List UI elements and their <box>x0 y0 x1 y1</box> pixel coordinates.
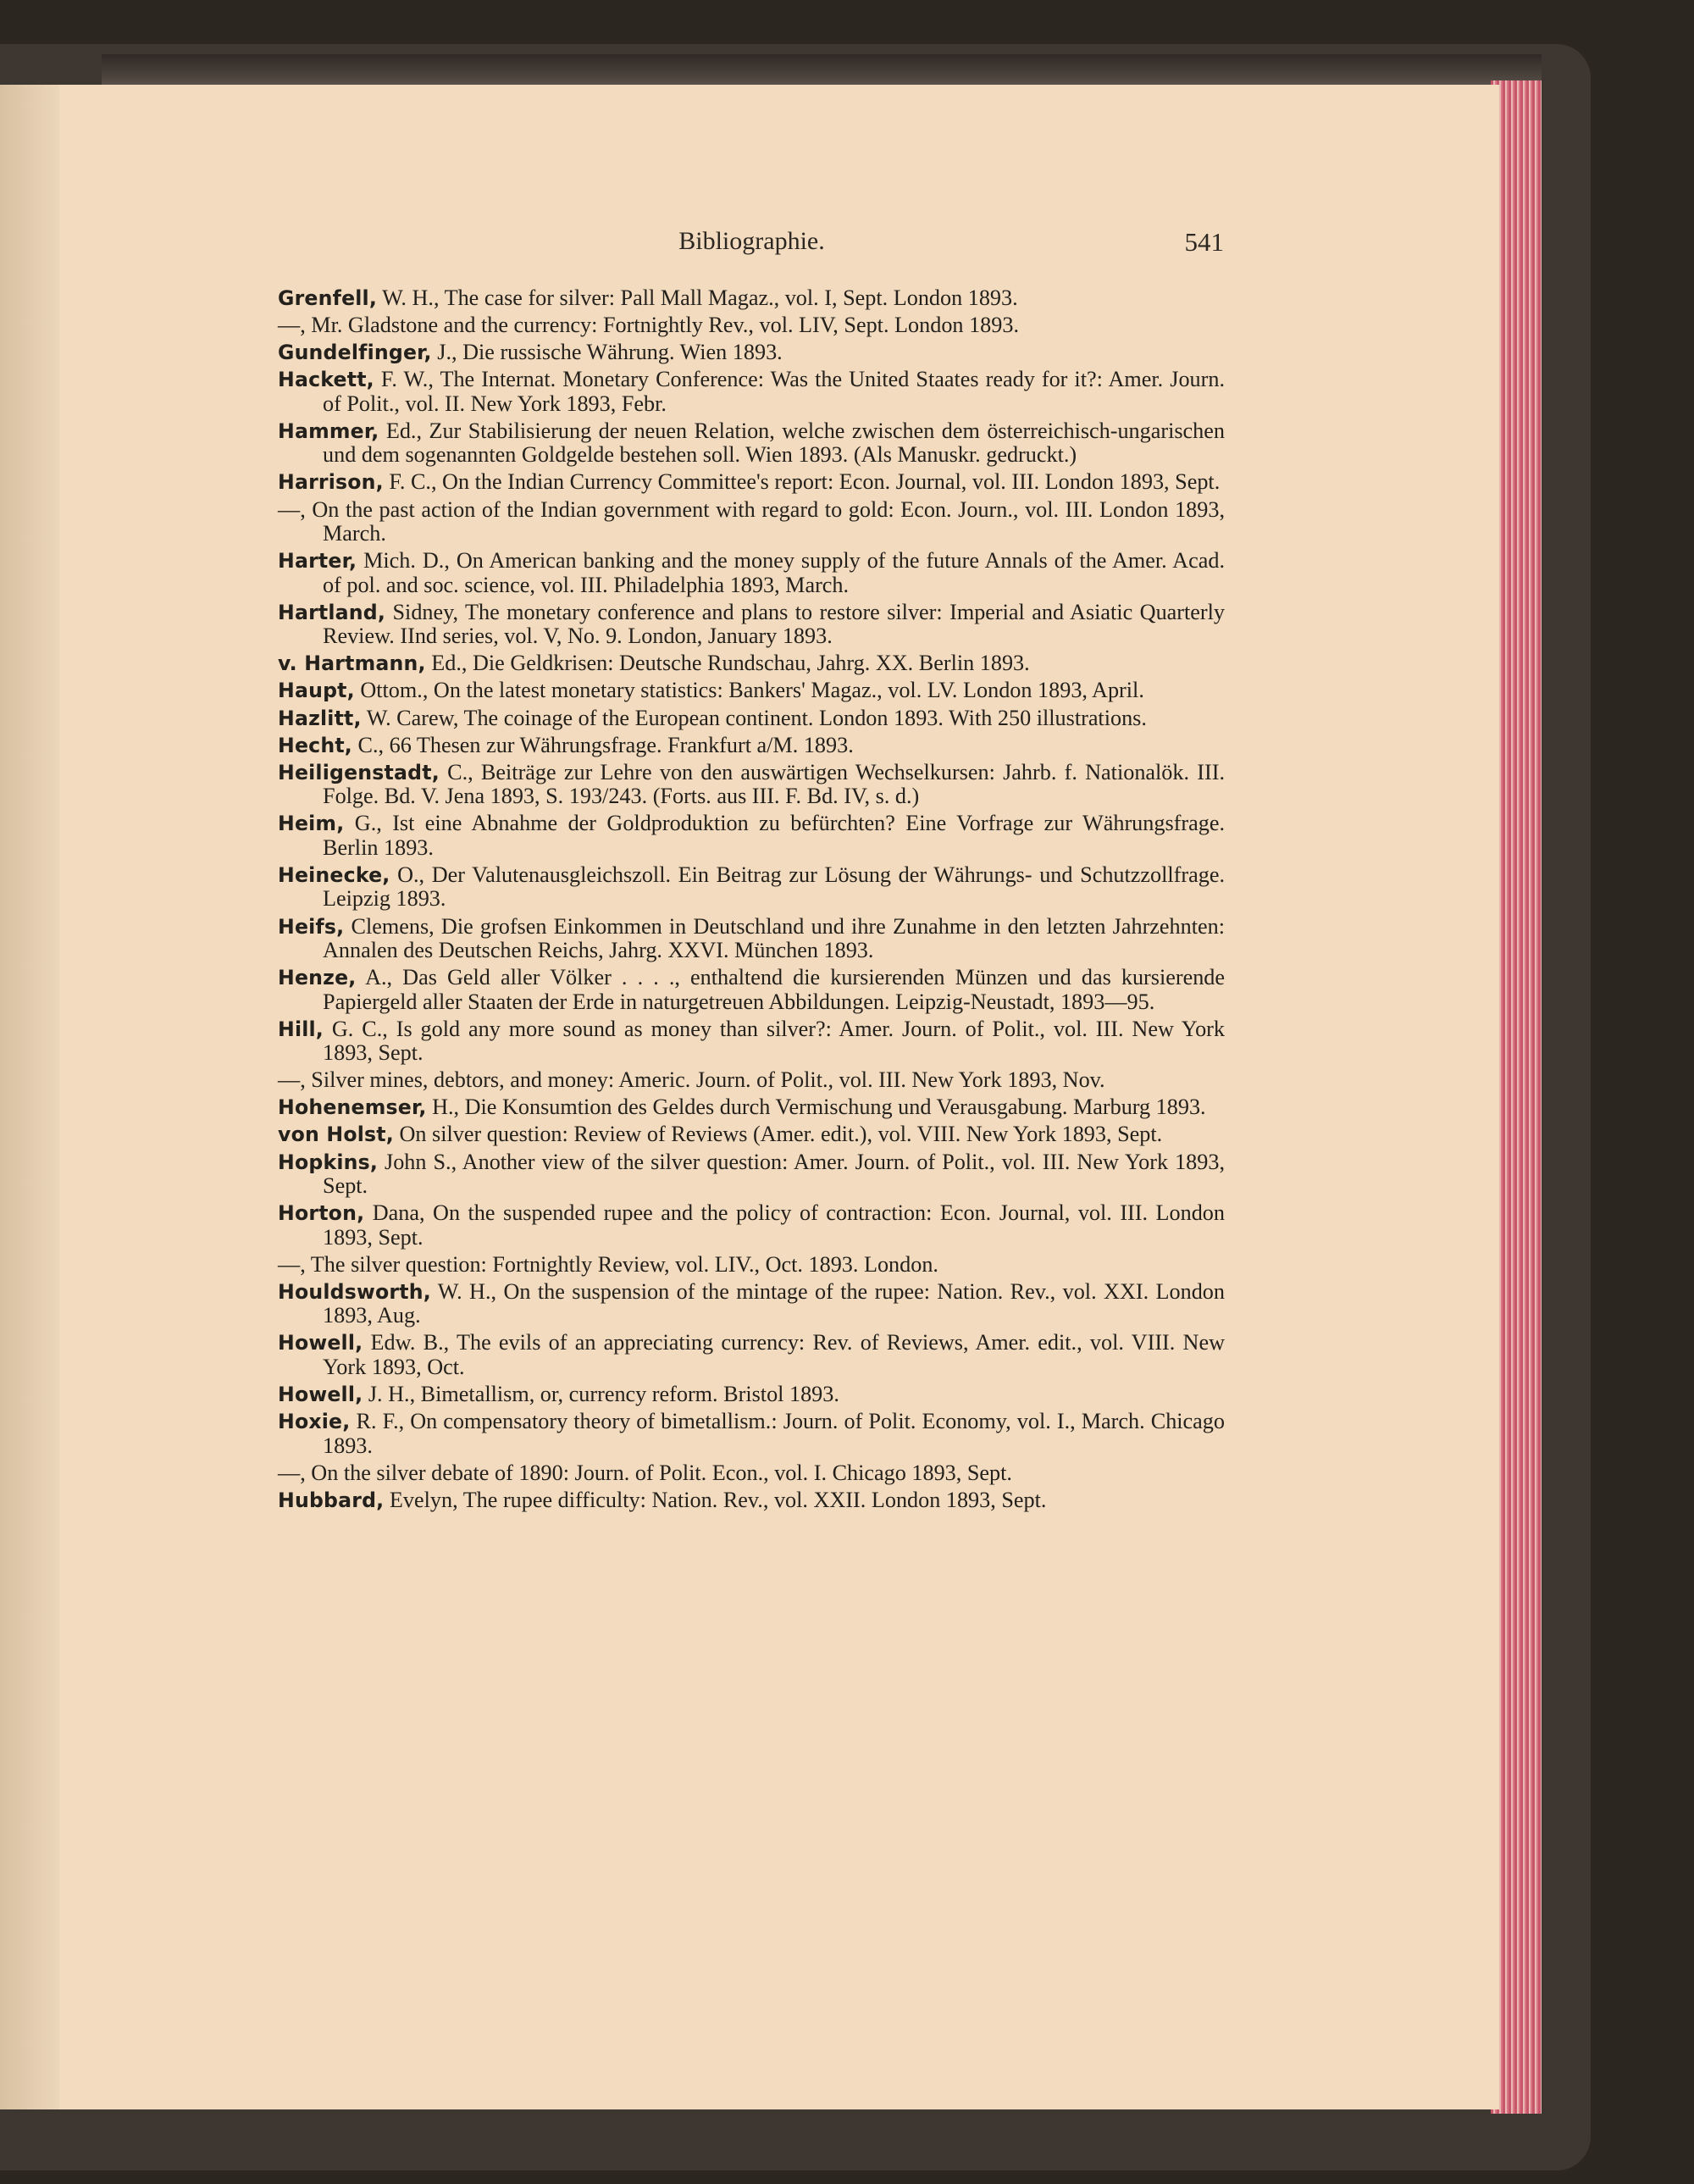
entry-author: Heinecke, <box>278 862 390 887</box>
entry-author: v. Hartmann, <box>278 651 426 676</box>
entry-text: John S., Another view of the silver question: Amer. Journ. of Polit., vol. III. New York 1893, Sept. <box>323 1149 1225 1199</box>
entry-author: Haupt, <box>278 679 355 703</box>
entry-author: Heifs, <box>278 914 345 939</box>
entry-text: —, Mr. Gladstone and the currency: Fortnightly Rev., vol. LIV, Sept. London 1893. <box>278 313 1019 338</box>
bibliography-entry <box>278 313 1225 338</box>
bibliography-entry <box>278 1383 1225 1407</box>
entry-author: von Holst, <box>278 1122 394 1147</box>
entry-author: Heim, <box>278 812 345 836</box>
bibliography-entry <box>278 915 1225 963</box>
entry-author: Harter, <box>278 549 357 574</box>
entry-text: O., Der Valutenausgleichszoll. Ein Beitrag zur Lösung der Währungs- und Schutzzollfrage. Leipzig 1893. <box>323 862 1225 912</box>
entry-author: Hackett, <box>278 368 374 392</box>
entry-text: Ottom., On the latest monetary statistics: Bankers' Magaz., vol. LV. London 1893, April. <box>354 678 1144 703</box>
bibliography-entry <box>278 601 1225 649</box>
bibliography-entry <box>278 1095 1225 1120</box>
bibliography-entry <box>278 1201 1225 1250</box>
entry-author: Hartland, <box>278 600 386 624</box>
bibliography-entry <box>278 498 1225 546</box>
running-title: Bibliographie. <box>678 227 825 255</box>
entry-text: W. Carew, The coinage of the European continent. London 1893. With 250 illustrations. <box>361 705 1147 730</box>
entry-author: Howell, <box>278 1383 363 1407</box>
bibliography-entry <box>278 419 1225 468</box>
entry-text: G., Ist eine Abnahme der Goldproduktion zu befürchten? Eine Vorfrage zur Währungsfrage. Berlin 1893. <box>323 811 1225 860</box>
entry-text: —, On the silver debate of 1890: Journ. of Polit. Econ., vol. I. Chicago 1893, Sept. <box>278 1460 1012 1485</box>
entry-text: Ed., Zur Stabilisierung der neuen Relation, welche zwischen dem österreichisch-ungarischen und dem sogenannten Goldgelde bestehen soll. Wien 1893. (Als Manuskr. gedruckt.) <box>323 418 1225 468</box>
page-gutter <box>0 85 59 2109</box>
entry-text: Sidney, The monetary conference and plans to restore silver: Imperial and Asiatic Quarterly Review. IInd series, vol. V, No. 9. London, January 1893. <box>323 599 1225 649</box>
entry-author: Harrison, <box>278 470 384 495</box>
bibliography-list <box>278 286 1225 1516</box>
entry-author: Hubbard, <box>278 1488 385 1512</box>
bibliography-entry <box>278 679 1225 703</box>
bibliography-entry <box>278 1017 1225 1066</box>
entry-text: Mich. D., On American banking and the money supply of the future Annals of the Amer. Acad. of pol. and soc. science, vol. III. Philadelphia 1893, March. <box>323 548 1225 597</box>
bibliography-entry <box>278 1068 1225 1093</box>
entry-text: R. F., On compensatory theory of bimetallism.: Journ. of Polit. Economy, vol. I., March. Chicago 1893. <box>323 1409 1225 1458</box>
bibliography-entry <box>278 1150 1225 1199</box>
entry-text: Evelyn, The rupee difficulty: Nation. Rev., vol. XXII. London 1893, Sept. <box>384 1487 1047 1512</box>
entry-text: On silver question: Review of Reviews (Amer. edit.), vol. VIII. New York 1893, Sept. <box>393 1122 1163 1147</box>
entry-text: W. H., On the suspension of the mintage of the rupee: Nation. Rev., vol. XXI. London 1893, Aug. <box>323 1278 1225 1328</box>
bibliography-entry <box>278 761 1225 809</box>
entry-text: C., Beiträge zur Lehre von den auswärtigen Wechselkursen: Jahrb. f. Nationalök. III. Folge. Bd. V. Jena 1893, S. 193/243. (Forts. aus III. F. Bd. IV, s. d.) <box>323 759 1225 809</box>
entry-text: Ed., Die Geldkrisen: Deutsche Rundschau, Jahrg. XX. Berlin 1893. <box>425 651 1030 676</box>
entry-text: Dana, On the suspended rupee and the policy of contraction: Econ. Journal, vol. III. London 1893, Sept. <box>323 1200 1225 1250</box>
page-number: 541 <box>1184 227 1224 257</box>
entry-author: Grenfell, <box>278 286 378 310</box>
entry-author: Gundelfinger, <box>278 341 432 365</box>
entry-text: Edw. B., The evils of an appreciating currency: Rev. of Reviews, Amer. edit., vol. VIII. New York 1893, Oct. <box>323 1330 1225 1379</box>
page-header <box>280 227 1224 261</box>
entry-text: F. W., The Internat. Monetary Conference: Was the United Staates ready for it?: Amer. Journ. of Polit., vol. II. New York 1893, Febr. <box>323 367 1225 416</box>
bibliography-entry <box>278 1280 1225 1328</box>
bibliography-entry <box>278 286 1225 311</box>
entry-author: Hecht, <box>278 733 352 757</box>
entry-author: Hazlitt, <box>278 706 362 730</box>
bibliography-entry <box>278 368 1225 416</box>
bibliography-entry <box>278 812 1225 860</box>
entry-text: —, On the past action of the Indian government with regard to gold: Econ. Journ., vol. III. London 1893, March. <box>278 496 1225 546</box>
bibliography-entry <box>278 1488 1225 1513</box>
bibliography-entry <box>278 341 1225 365</box>
bibliography-entry <box>278 1461 1225 1486</box>
entry-text: J. H., Bimetallism, or, currency reform. Bristol 1893. <box>363 1382 839 1407</box>
entry-text: H., Die Konsumtion des Geldes durch Vermischung und Verausgabung. Marburg 1893. <box>426 1095 1206 1120</box>
entry-author: Howell, <box>278 1331 363 1355</box>
bibliography-entry <box>278 549 1225 597</box>
entry-author: Hohenemser, <box>278 1095 427 1120</box>
entry-author: Henze, <box>278 966 357 990</box>
entry-author: Hill, <box>278 1017 324 1041</box>
bibliography-entry <box>278 734 1225 758</box>
entry-author: Hopkins, <box>278 1150 379 1174</box>
bibliography-entry <box>278 1122 1225 1147</box>
bibliography-entry <box>278 1410 1225 1458</box>
entry-text: W. H., The case for silver: Pall Mall Magaz., vol. I, Sept. London 1893. <box>377 285 1018 310</box>
entry-author: Heiligenstadt, <box>278 760 440 784</box>
entry-author: Hoxie, <box>278 1410 351 1434</box>
entry-author: Horton, <box>278 1201 365 1226</box>
bibliography-entry <box>278 707 1225 731</box>
entry-text: —, Silver mines, debtors, and money: Americ. Journ. of Polit., vol. III. New York 1893, Nov. <box>278 1067 1105 1093</box>
entry-text: —, The silver question: Fortnightly Review, vol. LIV., Oct. 1893. London. <box>278 1251 938 1277</box>
entry-text: A., Das Geld aller Völker . . . ., enthaltend die kursierenden Münzen und das kursierende Papiergeld aller Staaten der Erde in naturgetreuen Abbildungen. Leipzig-Neustadt, 1893—95. <box>323 965 1225 1014</box>
bibliography-entry <box>278 1253 1225 1278</box>
entry-text: G. C., Is gold any more sound as money than silver?: Amer. Journ. of Polit., vol. III. New York 1893, Sept. <box>323 1016 1225 1066</box>
bibliography-entry <box>278 470 1225 495</box>
entry-author: Hammer, <box>278 419 379 443</box>
bibliography-entry <box>278 651 1225 676</box>
bibliography-entry <box>278 1331 1225 1379</box>
bibliography-entry <box>278 966 1225 1014</box>
entry-text: Clemens, Die grofsen Einkommen in Deutschland und ihre Zunahme in den letzten Jahrzehnten: Annalen des Deutschen Reichs, Jahrg. XXVI. München 1893. <box>323 913 1225 962</box>
entry-text: J., Die russische Währung. Wien 1893. <box>431 340 783 365</box>
entry-author: Houldsworth, <box>278 1279 431 1304</box>
entry-text: F. C., On the Indian Currency Committee's report: Econ. Journal, vol. III. London 1893, Sept. <box>383 469 1221 495</box>
bibliography-entry <box>278 863 1225 912</box>
entry-text: C., 66 Thesen zur Währungsfrage. Frankfurt a/M. 1893. <box>352 732 854 757</box>
